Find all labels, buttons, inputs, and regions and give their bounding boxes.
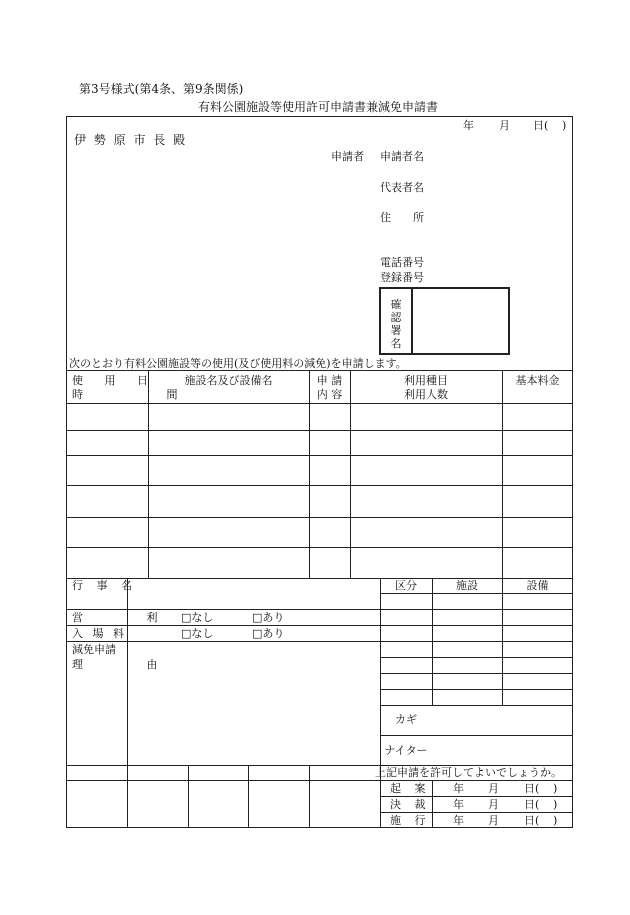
applicant-name-label: 申請者名	[380, 150, 424, 163]
application-statement: 次のとおり有料公園施設等の使用(及び使用料の減免)を申請します。	[69, 357, 407, 370]
col-participants: 利用人数	[404, 388, 448, 401]
enforce-day: 日(	[524, 814, 540, 827]
applicant-label: 申請者	[331, 150, 364, 163]
confirm-signature-label: 確 認 署 名	[390, 298, 402, 350]
decision-day: 日(	[524, 798, 540, 811]
col-facility: 施設名及び設備名	[184, 374, 273, 387]
col-content: 内 容	[316, 388, 343, 401]
fee-col-facility: 施設	[456, 579, 478, 592]
col-request: 申 請	[316, 374, 343, 387]
addressee: 伊 勢 原 市 長 殿	[74, 133, 188, 147]
admission-yes-checkbox[interactable]: □あり	[252, 627, 285, 640]
approval-enforce-label: 施 行	[390, 814, 431, 827]
confirm-signature-divider	[411, 288, 413, 354]
address-label-a: 住	[380, 211, 391, 224]
enforce-day-close: )	[553, 814, 558, 827]
reduction-reason-field[interactable]	[128, 643, 379, 764]
event-name-label: 行 事 名	[72, 579, 137, 592]
approval-question: 上記申請を許可してよいでしょうか。	[375, 766, 562, 779]
phone-label: 電話番号	[380, 256, 424, 269]
draft-month: 月	[488, 782, 499, 795]
form-number: 第3号様式(第4条、第9条関係)	[79, 82, 244, 96]
draft-day: 日(	[524, 782, 540, 795]
key-label: カギ	[395, 713, 417, 726]
representative-label: 代表者名	[380, 181, 424, 194]
fee-col-division: 区分	[395, 579, 417, 592]
decision-day-close: )	[553, 798, 558, 811]
decision-year: 年	[453, 798, 464, 811]
confirm-signature-field[interactable]	[424, 299, 498, 345]
approval-decision-label: 決 裁	[390, 798, 431, 811]
reduction-reason-label-1: 減免申請	[72, 643, 116, 656]
col-activity-type: 利用種目	[404, 374, 448, 387]
usage-table-body[interactable]	[67, 404, 572, 577]
decision-month: 月	[488, 798, 499, 811]
commercial-yes-checkbox[interactable]: □あり	[252, 611, 285, 624]
commercial-none-checkbox[interactable]: □なし	[181, 611, 214, 624]
event-name-field[interactable]	[128, 580, 380, 608]
commercial-label: 営 利	[72, 611, 188, 624]
admission-none-checkbox[interactable]: □なし	[181, 627, 214, 640]
col-use-time: 時 間	[72, 388, 218, 401]
enforce-year: 年	[453, 814, 464, 827]
registration-label: 登録番号	[380, 271, 424, 284]
approval-draft-label: 起 案	[390, 782, 431, 795]
reduction-reason-label-2: 理 由	[72, 658, 188, 671]
admission-label: 入 場 料	[72, 627, 127, 640]
draft-year: 年	[453, 782, 464, 795]
form-title: 有料公園施設等使用許可申請書兼減免申請書	[198, 100, 439, 114]
stamp-grid[interactable]	[67, 781, 379, 827]
col-base-fee: 基本料金	[515, 374, 560, 387]
draft-day-close: )	[553, 782, 558, 795]
date-year: 年	[463, 119, 474, 132]
date-day: 日(	[533, 119, 549, 132]
fee-col-equipment: 設備	[526, 579, 549, 592]
date-month: 月	[499, 119, 510, 132]
col-use-date: 使 用 日	[72, 374, 157, 387]
enforce-month: 月	[488, 814, 499, 827]
nighter-label: ナイター	[384, 744, 428, 757]
date-day-close: )	[562, 119, 567, 132]
address-label-b: 所	[413, 211, 424, 224]
